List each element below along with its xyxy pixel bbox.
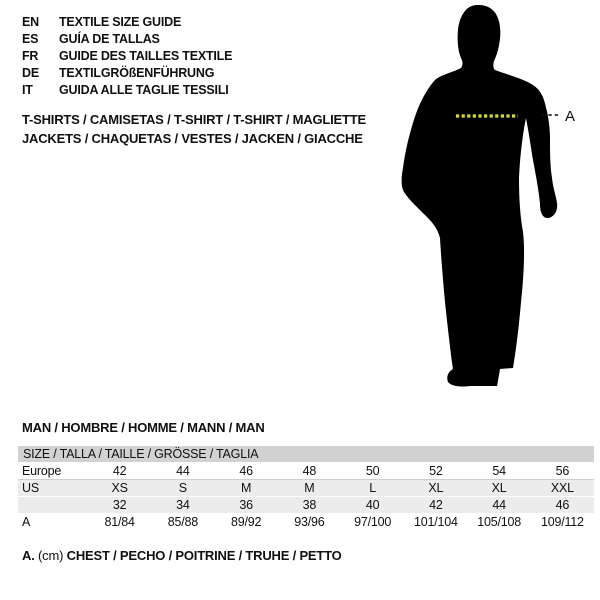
table-cell: 50	[365, 463, 380, 478]
garment-categories	[22, 110, 366, 148]
footnote-text: CHEST / PECHO / POITRINE / TRUHE / PETTO	[66, 548, 342, 563]
table-row-europe	[18, 462, 594, 479]
table-cell: 32	[112, 498, 127, 512]
row-label: A	[22, 514, 31, 529]
table-cell: 52	[429, 463, 443, 478]
table-cell: M	[241, 481, 252, 495]
size-table-header: SIZE / TALLA / TAILLE / GRÖSSE / TAGLIA	[18, 446, 594, 462]
language-code: EN	[22, 14, 39, 29]
table-cell: XS	[111, 481, 128, 495]
section-title-man: MAN / HOMBRE / HOMME / MANN / MAN	[22, 420, 265, 435]
list-item	[22, 30, 232, 47]
list-item	[22, 81, 232, 98]
language-title: TEXTILE SIZE GUIDE	[59, 14, 182, 29]
table-row-us	[18, 479, 594, 496]
measure-label: A	[565, 108, 576, 125]
category-line-jackets: JACKETS / CHAQUETAS / VESTES / JACKEN / GIACCHE	[22, 131, 363, 146]
list-item	[22, 47, 232, 64]
table-cell: 101/104	[413, 514, 458, 529]
table-cell: 46	[239, 463, 253, 478]
table-cell: 34	[176, 498, 190, 512]
table-cell: 54	[492, 463, 506, 478]
footnote-unit: (cm)	[38, 548, 64, 563]
list-item	[22, 13, 232, 30]
table-cell: 40	[365, 498, 380, 512]
table-row-numeric	[18, 496, 594, 513]
man-silhouette	[402, 5, 558, 387]
table-cell: 97/100	[354, 514, 392, 529]
table-cell: 89/92	[230, 514, 262, 529]
list-item	[22, 64, 232, 81]
table-cell: 109/112	[540, 514, 584, 529]
table-row-chest	[18, 513, 594, 530]
table-cell: 93/96	[294, 514, 325, 529]
table-cell: 42	[429, 498, 443, 512]
language-guide-list	[22, 13, 232, 98]
table-cell: 105/108	[477, 514, 522, 529]
table-cell: 48	[302, 463, 317, 478]
table-cell: 44	[176, 463, 190, 478]
silhouette-figure	[395, 0, 600, 405]
language-title: GUIDE DES TAILLES TEXTILE	[59, 48, 233, 63]
language-code: IT	[22, 82, 33, 97]
table-cell: 81/84	[104, 514, 135, 529]
table-cell: 38	[302, 498, 317, 512]
table-cell: 42	[112, 463, 127, 478]
row-label: Europe	[22, 463, 62, 478]
language-title: GUÍA DE TALLAS	[59, 31, 160, 46]
size-table	[18, 446, 594, 530]
measure-footnote	[22, 548, 342, 563]
language-code: ES	[22, 31, 39, 46]
table-cell: 36	[239, 498, 253, 512]
table-cell: S	[178, 481, 187, 495]
table-cell: L	[369, 481, 376, 495]
language-code: DE	[22, 65, 39, 80]
table-cell: XL	[428, 481, 444, 495]
category-line-tshirts: T-SHIRTS / CAMISETAS / T-SHIRT / T-SHIRT / MAGLIETTE	[22, 112, 366, 127]
row-label: US	[22, 481, 39, 495]
language-title: GUIDA ALLE TAGLIE TESSILI	[59, 82, 229, 97]
language-title: TEXTILGRÖßENFÜHRUNG	[59, 65, 215, 80]
table-cell: 56	[555, 463, 570, 478]
table-cell: XXL	[550, 481, 574, 495]
table-cell: M	[304, 481, 315, 495]
table-cell: 85/88	[167, 514, 199, 529]
footnote-measure-letter: A.	[22, 548, 35, 563]
language-code: FR	[22, 48, 39, 63]
table-cell: XL	[491, 481, 507, 495]
table-cell: 44	[492, 498, 506, 512]
table-cell: 46	[555, 498, 570, 512]
